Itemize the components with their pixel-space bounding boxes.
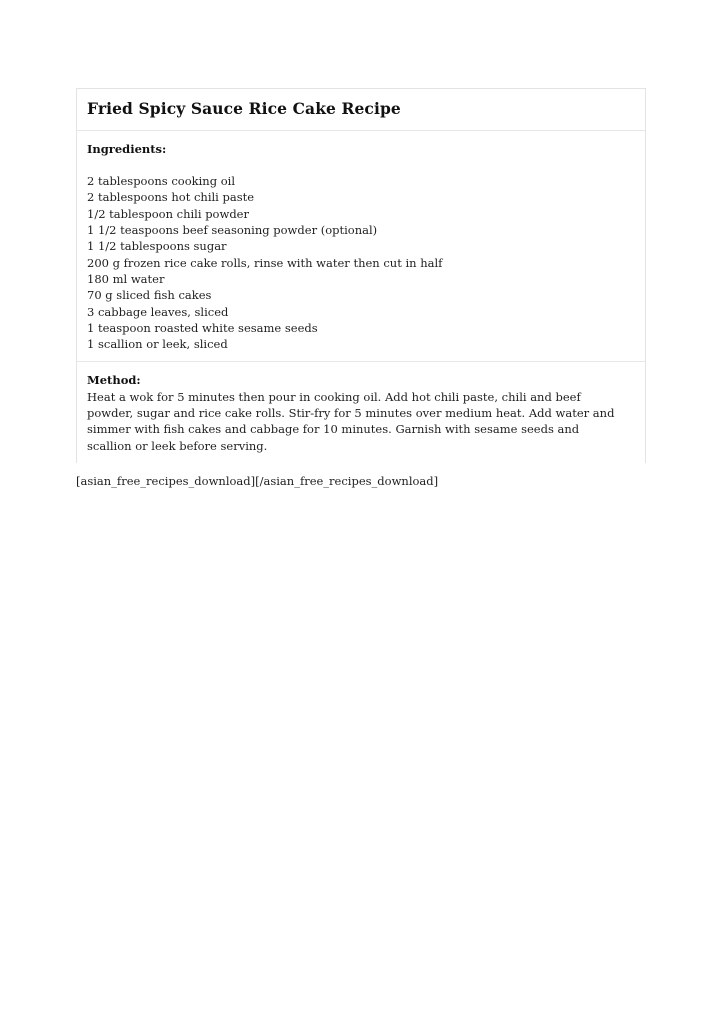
ingredients-section (77, 131, 645, 362)
recipe-card (76, 88, 646, 463)
list-item: 1 teaspoon roasted white sesame seeds (87, 320, 318, 335)
list-item: 70 g sliced fish cakes (87, 288, 212, 303)
ingredients-heading: Ingredients: (87, 141, 167, 156)
shortcode-text: [asian_free_recipes_download][/asian_free_recipes_download] (76, 474, 439, 488)
heading-spacer (87, 157, 635, 173)
list-item: 2 tablespoons cooking oil (87, 174, 236, 189)
list-item: 3 cabbage leaves, sliced (87, 304, 229, 319)
method-heading: Method: (87, 373, 141, 388)
method-body: Heat a wok for 5 minutes then pour in cooking oil. Add hot chili paste, chili and beef powder, sugar and rice cake rolls. Stir-fry for 5 minutes over medium heat. Add water and simmer with fish cakes and cabbage for 10 minutes. Garnish with sesame seeds and scallion or leek before serving. (87, 389, 615, 453)
list-item: 1/2 tablespoon chili powder (87, 206, 249, 221)
list-item: 1 1/2 teaspoons beef seasoning powder (optional) (87, 223, 378, 238)
page-title: Fried Spicy Sauce Rice Cake Recipe (77, 89, 645, 131)
ingredients-list (87, 173, 635, 352)
list-item: 2 tablespoons hot chili paste (87, 190, 255, 205)
list-item: 1 scallion or leek, sliced (87, 337, 228, 352)
method-section (77, 361, 645, 462)
list-item: 200 g frozen rice cake rolls, rinse with water then cut in half (87, 255, 443, 270)
list-item: 180 ml water (87, 271, 165, 286)
list-item: 1 1/2 tablespoons sugar (87, 239, 227, 254)
